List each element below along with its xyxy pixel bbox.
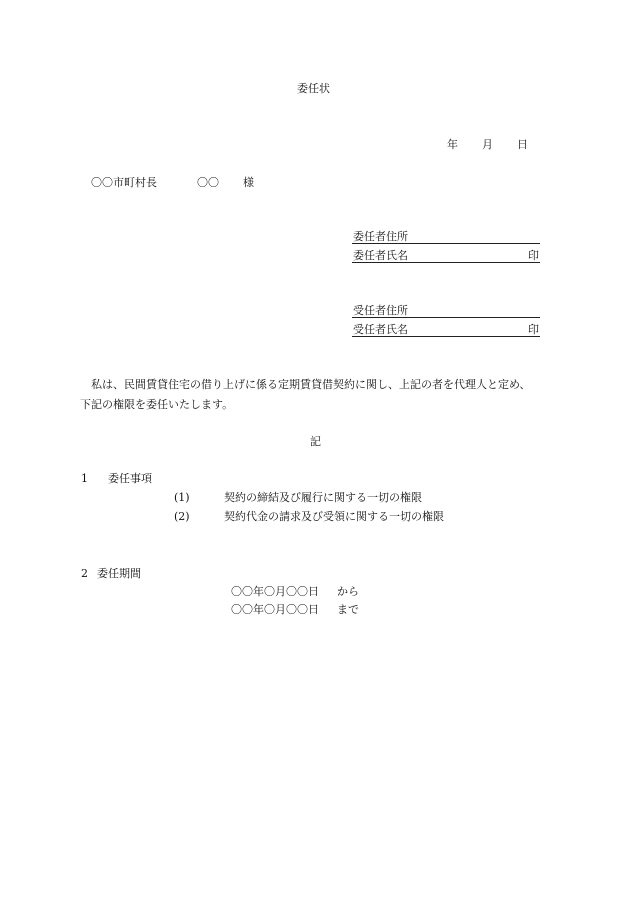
addressee-name: 〇〇 (197, 176, 219, 189)
section1-item2-text: 契約代金の請求及び受領に関する一切の権限 (224, 510, 444, 523)
delegate-address-line (352, 304, 540, 318)
delegator-seal: 印 (528, 249, 539, 262)
addressee-honorific: 様 (243, 176, 254, 189)
body-line-1: 私は、民間賃貸住宅の借り上げに係る定期賃貸借契約に関し、上記の者を代理人と定め、 (91, 378, 531, 391)
date-day-label: 日 (517, 138, 528, 151)
date-month-label: 月 (482, 138, 493, 151)
section1-heading: 委任事項 (108, 472, 152, 485)
section1-item1-text: 契約の締結及び履行に関する一切の権限 (224, 491, 422, 504)
period-from-suffix: から (337, 585, 359, 598)
section2-number: 2 (81, 567, 88, 580)
delegator-name-label: 委任者氏名 (353, 249, 408, 262)
ki-heading: 記 (310, 435, 321, 448)
period-to-date: 〇〇年〇月〇〇日 (231, 603, 319, 616)
delegator-name-line (352, 249, 540, 263)
delegate-name-label: 受任者氏名 (353, 323, 408, 336)
delegate-seal: 印 (528, 323, 539, 336)
delegate-name-line (352, 323, 540, 337)
section1-number: 1 (81, 472, 88, 485)
delegate-address-label: 受任者住所 (353, 304, 408, 317)
period-to-suffix: まで (337, 603, 359, 616)
addressee-office: 〇〇市町村長 (91, 176, 157, 189)
delegator-address-label: 委任者住所 (353, 230, 408, 243)
body-line-2: 下記の権限を委任いたします。 (80, 398, 234, 411)
document-title: 委任状 (297, 82, 330, 95)
section2-heading: 委任期間 (97, 567, 141, 580)
period-from-date: 〇〇年〇月〇〇日 (231, 585, 319, 598)
delegator-address-line (352, 230, 540, 244)
section1-item2-num: (2) (174, 510, 190, 523)
date-year-label: 年 (447, 138, 458, 151)
section1-item1-num: (1) (174, 491, 190, 504)
